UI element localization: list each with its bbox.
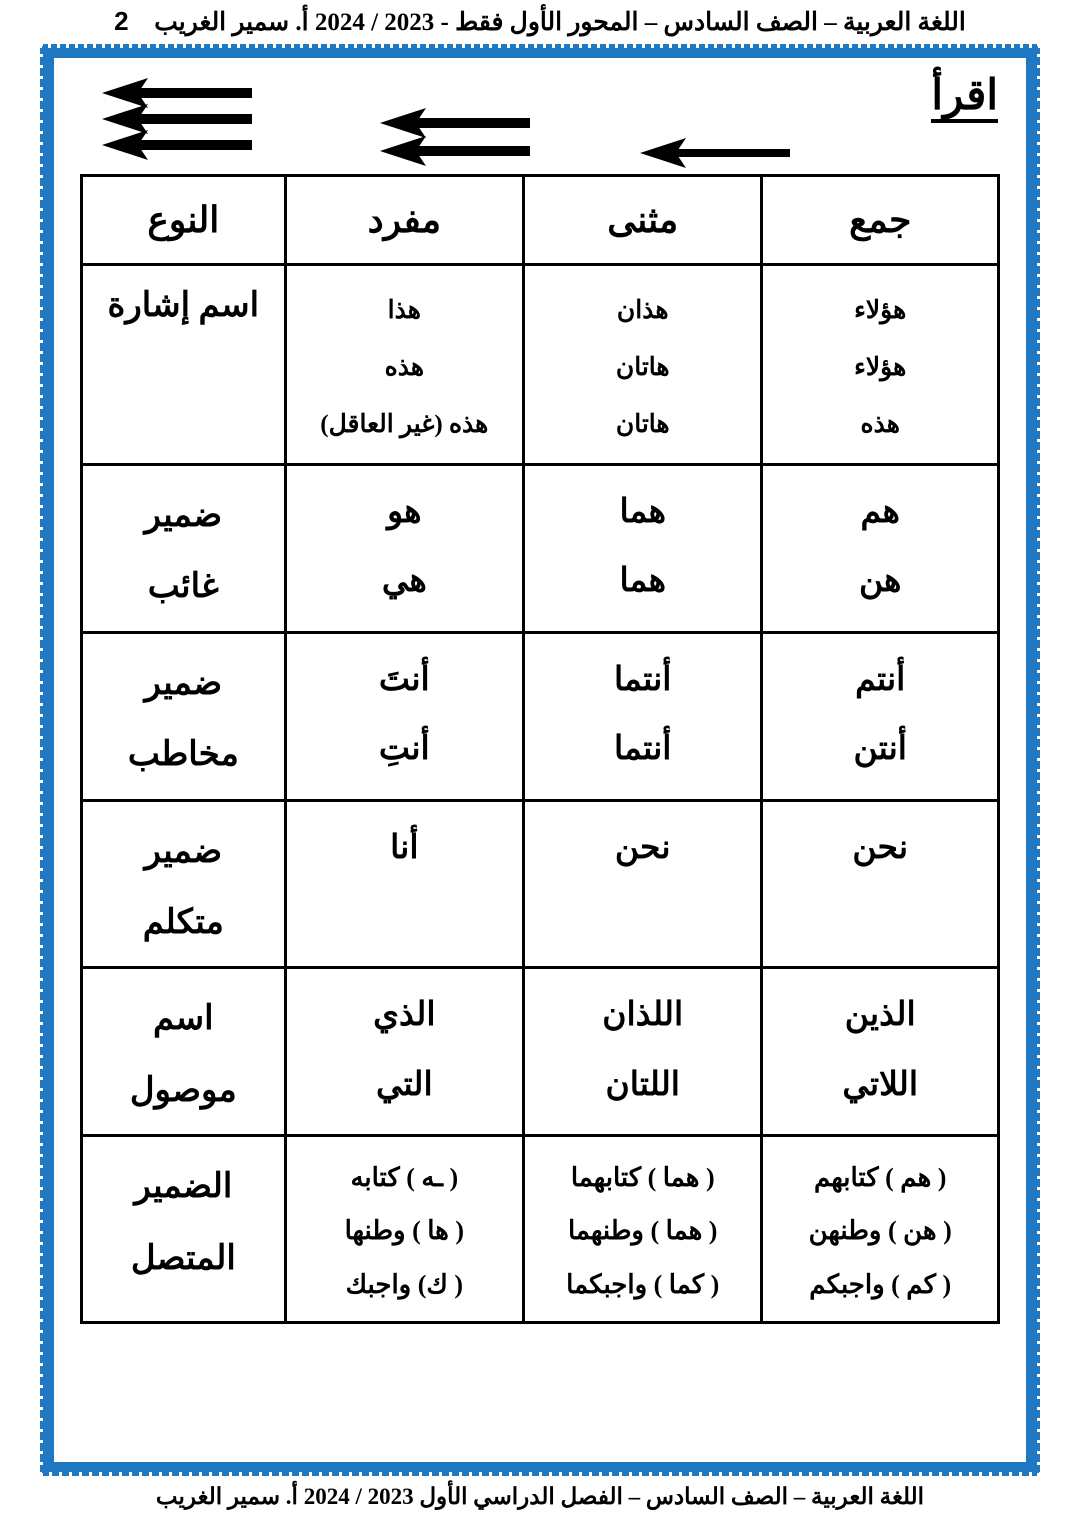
page-header xyxy=(0,6,1080,37)
cell-singular xyxy=(285,465,523,633)
cell-value: هو xyxy=(387,494,422,530)
type-label-line: مخاطب xyxy=(127,736,239,774)
frame-inner-white xyxy=(54,58,1026,1462)
column-header-type: النوع xyxy=(82,176,286,265)
cell-type-label xyxy=(82,465,286,633)
cell-value: هم xyxy=(860,494,900,530)
frame-wave-left xyxy=(38,43,43,1477)
grammar-table xyxy=(80,174,1000,1324)
cell-value: اللتان xyxy=(605,1066,680,1103)
cell-value: الذي xyxy=(373,997,436,1034)
cell-value: أنتَ xyxy=(378,661,430,698)
page-title: اقرأ xyxy=(931,74,998,123)
cell-value: هن xyxy=(858,563,902,600)
table-row xyxy=(82,968,999,1136)
cell-value: اللاتي xyxy=(842,1066,919,1103)
cell-value: ( كم ) واجبكم xyxy=(809,1269,952,1299)
cell-value: هذان xyxy=(616,297,669,324)
page-number: 2 xyxy=(114,6,129,36)
page-frame xyxy=(40,44,1040,1476)
cell-value: اللذان xyxy=(602,997,684,1034)
cell-dual xyxy=(524,968,762,1136)
cell-value: أنتما xyxy=(613,661,672,698)
cell-value: ( هما ) كتابهما xyxy=(570,1163,715,1193)
table-row xyxy=(82,265,999,465)
type-label-line: موصول xyxy=(129,1071,237,1109)
cell-plural xyxy=(762,968,999,1136)
cell-value: هؤلاء xyxy=(854,297,907,324)
cell-value: ( هن ) وطنهن xyxy=(808,1216,952,1246)
left-arrow-icon xyxy=(102,130,252,148)
cell-value: أنتم xyxy=(855,661,906,698)
cell-value: هي xyxy=(381,563,427,600)
cell-singular xyxy=(285,800,523,968)
cell-dual xyxy=(524,800,762,968)
cell-type-label xyxy=(82,265,286,465)
type-label-line: الضمير xyxy=(134,1168,233,1206)
left-arrow-icon xyxy=(102,104,252,122)
column-header-dual: مثنى xyxy=(524,176,762,265)
cell-singular xyxy=(285,968,523,1136)
column-header-plural: جمع xyxy=(762,176,999,265)
cell-value: أنتِ xyxy=(378,731,430,768)
arrow-group-singular xyxy=(640,138,790,156)
left-arrow-icon xyxy=(640,138,790,156)
table-row xyxy=(82,465,999,633)
cell-singular xyxy=(285,1136,523,1323)
cell-dual xyxy=(524,265,762,465)
cell-singular xyxy=(285,632,523,800)
cell-plural xyxy=(762,632,999,800)
cell-plural xyxy=(762,265,999,465)
table-row xyxy=(82,632,999,800)
type-label-line: ضمير xyxy=(144,832,223,870)
page-footer xyxy=(0,1484,1080,1510)
cell-value: ( ها ) وطنها xyxy=(344,1216,465,1246)
column-header-singular: مفرد xyxy=(285,176,523,265)
left-arrow-icon xyxy=(380,108,530,126)
page-content xyxy=(80,66,1000,1454)
cell-plural xyxy=(762,1136,999,1323)
table-header-row xyxy=(82,176,999,265)
cell-value: هاتان xyxy=(615,354,670,381)
type-label-line: ضمير xyxy=(144,664,223,702)
cell-dual xyxy=(524,1136,762,1323)
left-arrow-icon xyxy=(380,136,530,154)
cell-value: نحن xyxy=(852,829,909,866)
cell-value: ( هما ) وطنهما xyxy=(567,1216,718,1246)
cell-value: ( ك) واجبك xyxy=(345,1269,463,1299)
page-footer-text: اللغة العربية – الصف السادس – الفصل الدراسي الأول 2023 / 2024 أ. سمير الغريب xyxy=(155,1484,925,1509)
table-row xyxy=(82,1136,999,1323)
cell-value: أنتن xyxy=(853,731,907,768)
table-body xyxy=(82,265,999,1323)
type-label-line: المتصل xyxy=(130,1239,236,1277)
cell-value: أنتما xyxy=(613,731,672,768)
cell-value: هما xyxy=(619,494,666,530)
arrow-group-dual xyxy=(380,108,530,164)
cell-value: هذه xyxy=(384,354,425,381)
cell-value: نحن xyxy=(614,829,671,866)
title-and-arrows-band xyxy=(80,70,1000,174)
cell-value: أنا xyxy=(390,829,419,866)
cell-value: الذين xyxy=(844,997,916,1034)
frame-wave-right xyxy=(1037,43,1042,1477)
cell-value: هؤلاء xyxy=(854,354,907,381)
type-label-line: ضمير xyxy=(144,497,223,534)
cell-value: هذه xyxy=(860,411,900,438)
cell-dual xyxy=(524,632,762,800)
cell-value: هذا xyxy=(387,297,421,324)
cell-value: هاتان xyxy=(615,411,670,438)
cell-singular xyxy=(285,265,523,465)
cell-value: ( هم ) كتابهم xyxy=(813,1163,947,1193)
type-label-line: متكلم xyxy=(142,903,224,941)
cell-value: التي xyxy=(375,1066,433,1103)
left-arrow-icon xyxy=(102,78,252,96)
table-row xyxy=(82,800,999,968)
cell-plural xyxy=(762,800,999,968)
cell-dual xyxy=(524,465,762,633)
cell-value: هذه (غير العاقل) xyxy=(320,411,489,438)
cell-type-label xyxy=(82,800,286,968)
type-label-line: غائب xyxy=(147,568,219,606)
cell-plural xyxy=(762,465,999,633)
page-header-text: اللغة العربية – الصف السادس – المحور الأول فقط - 2023 / 2024 أ. سمير الغريب xyxy=(154,9,966,36)
cell-value: ( كما ) واجبكما xyxy=(566,1269,720,1299)
cell-type-label xyxy=(82,1136,286,1323)
type-label-line: اسم xyxy=(153,1000,214,1038)
cell-value: ( ـه ) كتابه xyxy=(350,1163,459,1193)
type-label-line: اسم إشارة xyxy=(107,287,260,324)
cell-type-label xyxy=(82,968,286,1136)
cell-type-label xyxy=(82,632,286,800)
cell-value: هما xyxy=(619,563,666,600)
arrow-group-plural xyxy=(102,78,252,156)
